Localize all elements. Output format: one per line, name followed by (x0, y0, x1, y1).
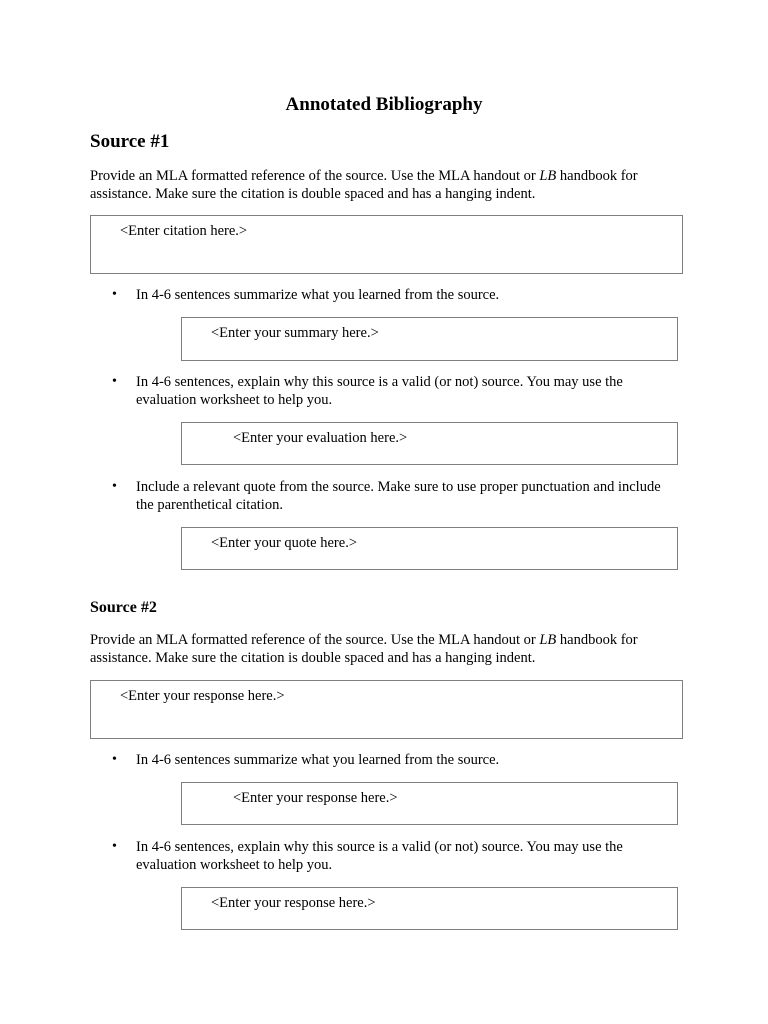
summary-placeholder: <Enter your response here.> (233, 790, 398, 806)
instructions-emphasis: LB (539, 168, 557, 184)
summary-prompt: In 4-6 sentences summarize what you learned from the source. (136, 752, 500, 768)
quote-placeholder: <Enter your quote here.> (211, 535, 357, 551)
bullet-icon: • (112, 374, 117, 389)
citation-placeholder: <Enter your response here.> (120, 688, 285, 704)
instructions-text-continued: handbook for assistance. Make sure the citation is double spaced and has a hanging indent. (90, 632, 638, 666)
source-2-evaluation-box[interactable] (181, 887, 678, 930)
quote-prompt: Include a relevant quote from the source. Make sure to use proper punctuation and include the parenthetical citation. (136, 479, 661, 513)
source-2-summary-box[interactable] (181, 782, 678, 825)
bullet-icon: • (112, 287, 117, 302)
evaluation-prompt: In 4-6 sentences, explain why this source is a valid (or not) source. You may use the evaluation worksheet to help you. (136, 839, 623, 873)
citation-placeholder: <Enter citation here.> (120, 223, 248, 239)
instructions-emphasis: LB (539, 632, 557, 648)
source-2-heading: Source #2 (90, 599, 157, 616)
instructions-text: Provide an MLA formatted reference of the source. Use the MLA handout or (90, 168, 540, 184)
instructions-text: Provide an MLA formatted reference of the source. Use the MLA handout or (90, 632, 540, 648)
bullet-icon: • (112, 479, 117, 494)
summary-placeholder: <Enter your summary here.> (211, 325, 379, 341)
source-2-citation-box[interactable] (90, 680, 683, 739)
bullet-icon: • (112, 752, 117, 767)
bullet-icon: • (112, 839, 117, 854)
document-title: Annotated Bibliography (285, 94, 483, 115)
source-1-citation-box[interactable] (90, 215, 683, 274)
source-1-instructions (90, 167, 680, 203)
source-1-evaluation-box[interactable] (181, 422, 678, 465)
evaluation-placeholder: <Enter your evaluation here.> (233, 430, 408, 446)
source-1-heading: Source #1 (90, 131, 170, 152)
source-1-quote-box[interactable] (181, 527, 678, 570)
summary-prompt: In 4-6 sentences summarize what you learned from the source. (136, 287, 500, 303)
evaluation-placeholder: <Enter your response here.> (211, 895, 376, 911)
source-1-summary-box[interactable] (181, 317, 678, 361)
source-2-instructions (90, 631, 680, 667)
instructions-text-continued: handbook for assistance. Make sure the citation is double spaced and has a hanging indent. (90, 168, 638, 202)
evaluation-prompt: In 4-6 sentences, explain why this source is a valid (or not) source. You may use the evaluation worksheet to help you. (136, 374, 623, 408)
